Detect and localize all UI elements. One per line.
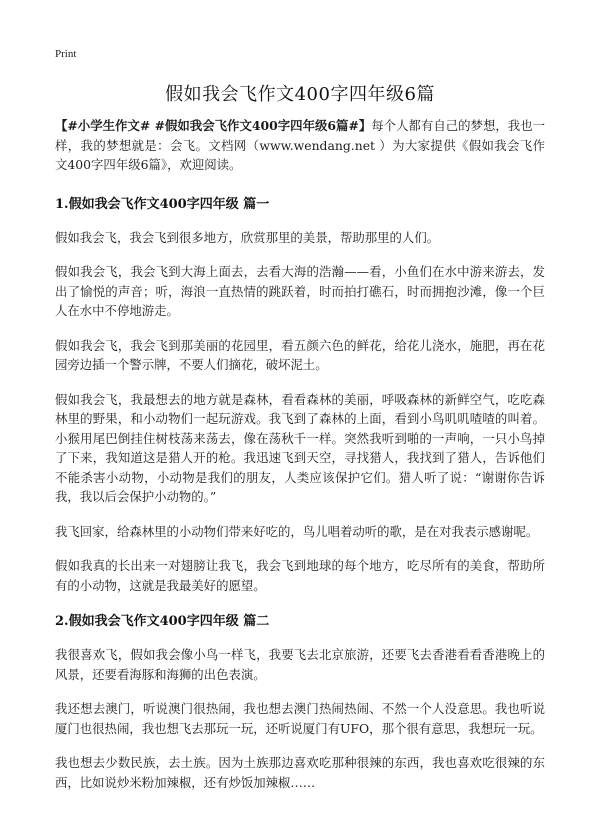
print-label: Print <box>55 48 77 60</box>
intro-text: 每个人都有自己的梦想，我也一样，我的梦想就是：会飞。文档网（www.wendang.net ）为大家提供《假如我会飞作文400字四年级6篇》，欢迎阅读。 <box>55 118 546 172</box>
section-1-paragraph-2: 假如我会飞，我会飞到大海上面去，去看大海的浩瀚——看，小鱼们在水中游来游去，发出了愉悦的声音；听，海浪一直热情的跳跃着，时而拍打礁石，时而拥抱沙滩，像一个巨人在水中不停地游走。 <box>55 264 545 318</box>
section-1-paragraph-6: 假如我真的长出来一对翅膀让我飞，我会飞到地球的每个地方，吃尽所有的美食，帮助所有的小动物，这就是我最美好的愿望。 <box>55 558 545 593</box>
intro-paragraph <box>55 116 545 175</box>
section-2-paragraph-2: 我还想去澳门，听说澳门很热闹，我也想去澳门热闹热闹、不然一个人没意思。我也听说厦门也很热闹，我也想飞去那玩一玩，还听说厦门有UFO，那个很有意思，我想玩一玩。 <box>55 701 545 736</box>
section-2-paragraph-1: 我很喜欢飞，假如我会像小鸟一样飞，我要飞去北京旅游，还要飞去香港看看香港晚上的风景，还要看海豚和海狮的出色表演。 <box>55 647 545 682</box>
section-1-paragraph-3: 假如我会飞，我会飞到那美丽的花园里，看五颜六色的鲜花，给花儿浇水，施肥，再在花园旁边插一个警示牌，不要人们摘花，破坏泥土。 <box>55 337 545 372</box>
section-1-paragraph-4: 假如我会飞，我最想去的地方就是森林，看看森林的美丽，呼吸森林的新鲜空气，吃吃森林里的野果，和小动物们一起玩游戏。我飞到了森林的上面，看到小鸟叽叽喳喳的叫着。小猴用尾巴倒挂住树枝荡来荡去，像在荡秋千一样。突然我听到啪的一声响，一只小鸟掉了下来，我知道这是猎人开的枪。我迅速飞到天空，寻找猎人，我找到了猎人，告诉他们不能杀害小动物，小动物是我们的朋友，人类应该保护它们。猎人听了说：“谢谢你告诉我，我以后会保护小动物的。” <box>55 391 545 504</box>
section-1-paragraph-1: 假如我会飞，我会飞到很多地方，欣赏那里的美景，帮助那里的人们。 <box>55 229 440 245</box>
document-title: 假如我会飞作文400字四年级6篇 <box>165 84 435 105</box>
document-body <box>55 116 545 807</box>
section-1-heading: 1.假如我会飞作文400字四年级 篇一 <box>55 196 270 212</box>
intro-tags: 【#小学生作文# #假如我会飞作文400字四年级6篇#】 <box>55 118 372 133</box>
section-2-paragraph-3: 我也想去少数民族，去土族。因为土族那边喜欢吃那种很辣的东西，我也喜欢吃很辣的东西，比如说炒米粉加辣椒，还有炒饭加辣椒…… <box>55 755 545 790</box>
section-1-paragraph-5: 我飞回家，给森林里的小动物们带来好吃的，鸟儿唱着动听的歌，是在对我表示感谢呢。 <box>55 523 539 539</box>
section-2-heading: 2.假如我会飞作文400字四年级 篇二 <box>55 614 270 629</box>
